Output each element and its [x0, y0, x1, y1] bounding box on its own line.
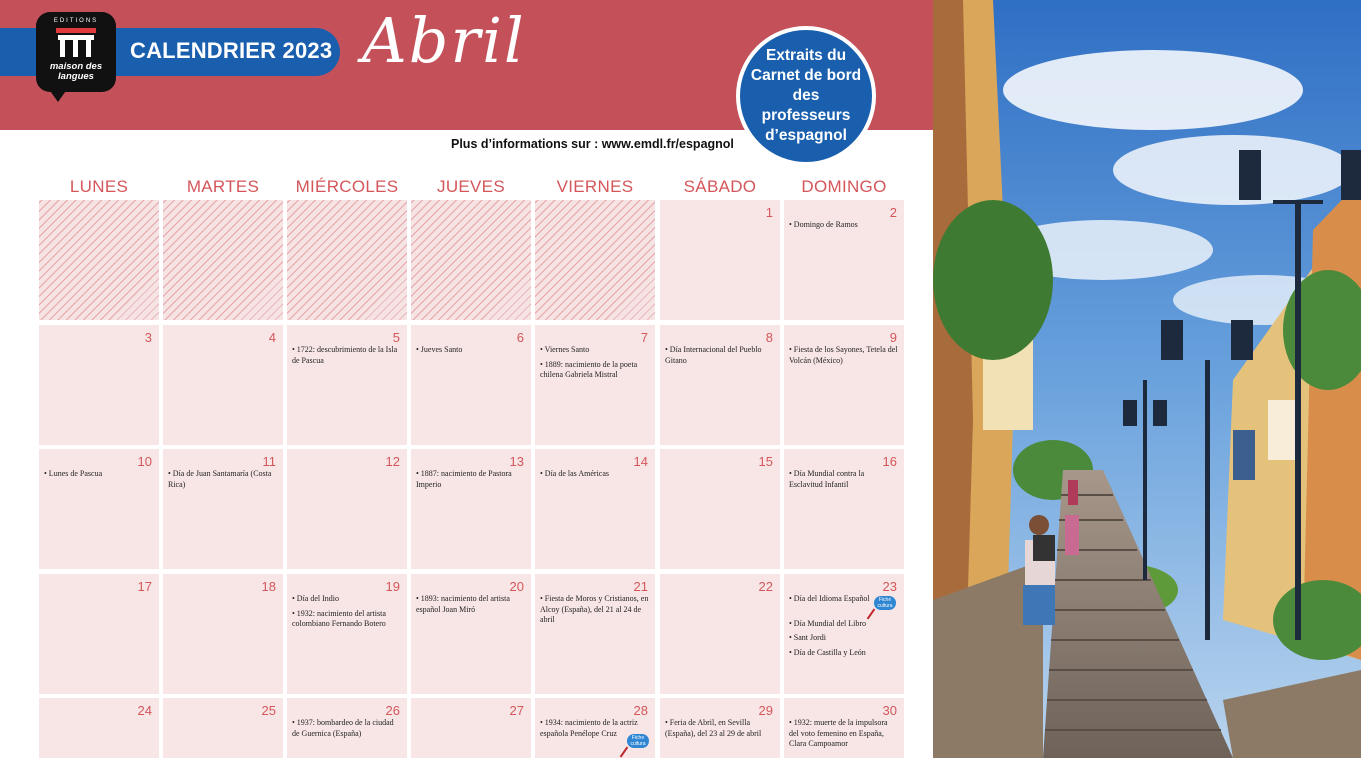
day-number: 8: [765, 330, 773, 345]
day-number: 21: [633, 579, 648, 594]
day-number: 25: [261, 703, 276, 718]
day-number: 12: [385, 454, 400, 469]
event-item: • 1722: descubrimiento de la Isla de Pascua: [292, 345, 398, 365]
day-cell[interactable]: [784, 574, 904, 694]
day-cell[interactable]: [660, 200, 780, 320]
event-list: [540, 594, 650, 630]
day-number: 20: [509, 579, 524, 594]
event-item: • Día de Castilla y León: [789, 647, 866, 657]
empty-day-cell: [39, 200, 159, 320]
event-item: • Sant Jordi: [789, 633, 827, 642]
day-number: 4: [268, 330, 276, 345]
event-item: • Día de Juan Santamaría (Costa Rica): [168, 469, 272, 489]
day-number: 24: [137, 703, 152, 718]
day-number: 15: [758, 454, 773, 469]
day-number: 29: [758, 703, 773, 718]
day-cell[interactable]: [535, 449, 655, 569]
street-stairs-image: [933, 0, 1361, 758]
calendar-title: CALENDRIER 2023: [130, 38, 333, 63]
day-cell[interactable]: [660, 449, 780, 569]
day-cell[interactable]: [784, 325, 904, 445]
day-cell[interactable]: [660, 574, 780, 694]
empty-day-cell: [287, 200, 407, 320]
day-number: 3: [144, 330, 152, 345]
event-list: [416, 469, 526, 494]
event-item: • Día Mundial del Libro: [789, 618, 867, 628]
day-number: 26: [385, 703, 400, 718]
event-item: • Fiesta de Moros y Cristianos, en Alcoy (España), del 21 al 24 de abril: [540, 594, 649, 624]
day-cell[interactable]: [660, 325, 780, 445]
day-cell[interactable]: [411, 698, 531, 758]
day-number: 16: [882, 454, 897, 469]
day-cell[interactable]: [163, 449, 283, 569]
event-item: • 1889: nacimiento de la poeta chilena Gabriela Mistral: [540, 359, 638, 379]
day-cell[interactable]: [39, 325, 159, 445]
day-cell[interactable]: [287, 574, 407, 694]
event-item: • Día de las Américas: [540, 469, 609, 478]
event-list: [540, 345, 650, 385]
empty-day-cell: [163, 200, 283, 320]
event-list: [540, 469, 650, 484]
weekday-header: SÁBADO: [683, 177, 757, 196]
day-cell[interactable]: [39, 449, 159, 569]
event-list: [168, 469, 278, 494]
event-item: • 1932: muerte de la impulsora del voto femenino en España, Clara Campoamor: [789, 718, 888, 748]
day-cell[interactable]: [287, 698, 407, 758]
day-number: 5: [392, 330, 400, 345]
event-list: [292, 345, 402, 370]
pin-icon: [620, 747, 629, 758]
day-cell[interactable]: [784, 449, 904, 569]
day-cell[interactable]: [287, 449, 407, 569]
empty-day-cell: [535, 200, 655, 320]
event-list: [665, 718, 775, 743]
day-cell[interactable]: [660, 698, 780, 758]
day-number: 30: [882, 703, 897, 718]
event-list: [416, 594, 526, 619]
day-cell[interactable]: [163, 325, 283, 445]
event-item: • Día del Indio: [292, 594, 340, 603]
day-number: 17: [137, 579, 152, 594]
carnet-badge: [736, 26, 876, 166]
event-item: • 1893: nacimiento del artista español Joan Miró: [416, 594, 510, 614]
day-cell[interactable]: [535, 574, 655, 694]
event-item: • Domingo de Ramos: [789, 220, 858, 229]
event-list: [789, 469, 899, 494]
logo-name: maison des langues: [49, 61, 103, 82]
day-number: 10: [137, 454, 152, 469]
publisher-logo: [36, 12, 116, 92]
day-cell[interactable]: [411, 325, 531, 445]
badge-text: Extraits du Carnet de bord des professeurs d’espagnol: [750, 47, 862, 144]
logo-editions-text: EDITIONS: [53, 18, 99, 24]
day-cell[interactable]: [784, 200, 904, 320]
event-item: • Día Mundial contra la Esclavitud Infantil: [789, 469, 865, 489]
event-item: • Jueves Santo: [416, 345, 463, 354]
m-logo-icon: [54, 26, 98, 60]
event-list: [789, 220, 899, 235]
event-item: • Viernes Santo: [540, 345, 590, 354]
day-cell[interactable]: [287, 325, 407, 445]
weekday-header: MIÉRCOLES: [295, 177, 399, 196]
day-cell[interactable]: [39, 698, 159, 758]
stairway-photo: [933, 0, 1361, 758]
event-item: • 1932: nacimiento del artista colombiano Fernando Botero: [292, 608, 386, 628]
day-cell[interactable]: [39, 574, 159, 694]
event-list: [789, 718, 899, 754]
empty-day-cell: [411, 200, 531, 320]
day-number: 14: [633, 454, 648, 469]
day-number: 27: [509, 703, 524, 718]
event-list: [44, 469, 154, 484]
fiche-cultura-badge[interactable]: Fiche cultura: [874, 596, 896, 610]
day-cell[interactable]: [163, 574, 283, 694]
event-item: • 1937: bombardeo de la ciudad de Guernica (España): [292, 718, 394, 738]
event-list: [292, 718, 402, 743]
day-number: 11: [262, 454, 276, 469]
day-number: 28: [633, 703, 648, 718]
weekday-header: MARTES: [186, 177, 260, 196]
event-item: • Día Internacional del Pueblo Gitano: [665, 345, 762, 365]
event-list: [416, 345, 526, 360]
event-list: [665, 345, 775, 370]
event-item: • 1934: nacimiento de la actriz española Penélope Cruz: [540, 718, 638, 738]
event-item: • Lunes de Pascua: [44, 469, 103, 478]
day-number: 18: [261, 579, 276, 594]
event-item: • Fiesta de los Sayones, Tetela del Volcán (México): [789, 345, 898, 365]
event-item: • Feria de Abril, en Sevilla (España), del 23 al 29 de abril: [665, 718, 762, 738]
day-number: 23: [882, 579, 897, 594]
day-cell[interactable]: [163, 698, 283, 758]
day-cell[interactable]: [784, 698, 904, 758]
logo-speech-tail: [48, 88, 68, 102]
event-list: [789, 345, 899, 370]
day-number: 22: [758, 579, 773, 594]
fiche-cultura-badge[interactable]: Fiche cultura: [627, 734, 649, 748]
weekday-header: DOMINGO: [801, 177, 887, 196]
day-cell[interactable]: [411, 449, 531, 569]
month-title: Abril: [362, 4, 526, 77]
info-link[interactable]: Plus d’informations sur : www.emdl.fr/espagnol: [451, 137, 734, 151]
weekday-header: LUNES: [69, 177, 129, 196]
day-number: 1: [765, 205, 773, 220]
day-number: 6: [516, 330, 524, 345]
day-number: 9: [889, 330, 897, 345]
weekday-header: JUEVES: [437, 177, 505, 196]
day-cell[interactable]: [535, 325, 655, 445]
weekday-header: VIERNES: [556, 177, 634, 196]
day-cell[interactable]: [411, 574, 531, 694]
day-cell[interactable]: [535, 698, 655, 758]
day-number: 13: [509, 454, 524, 469]
day-number: 2: [889, 205, 897, 220]
event-list: [292, 594, 402, 634]
event-item: • Día del Idioma Español: [789, 594, 870, 603]
day-number: 7: [640, 330, 648, 345]
day-number: 19: [385, 579, 400, 594]
event-item: • 1887: nacimiento de Pastora Imperio: [416, 469, 512, 489]
